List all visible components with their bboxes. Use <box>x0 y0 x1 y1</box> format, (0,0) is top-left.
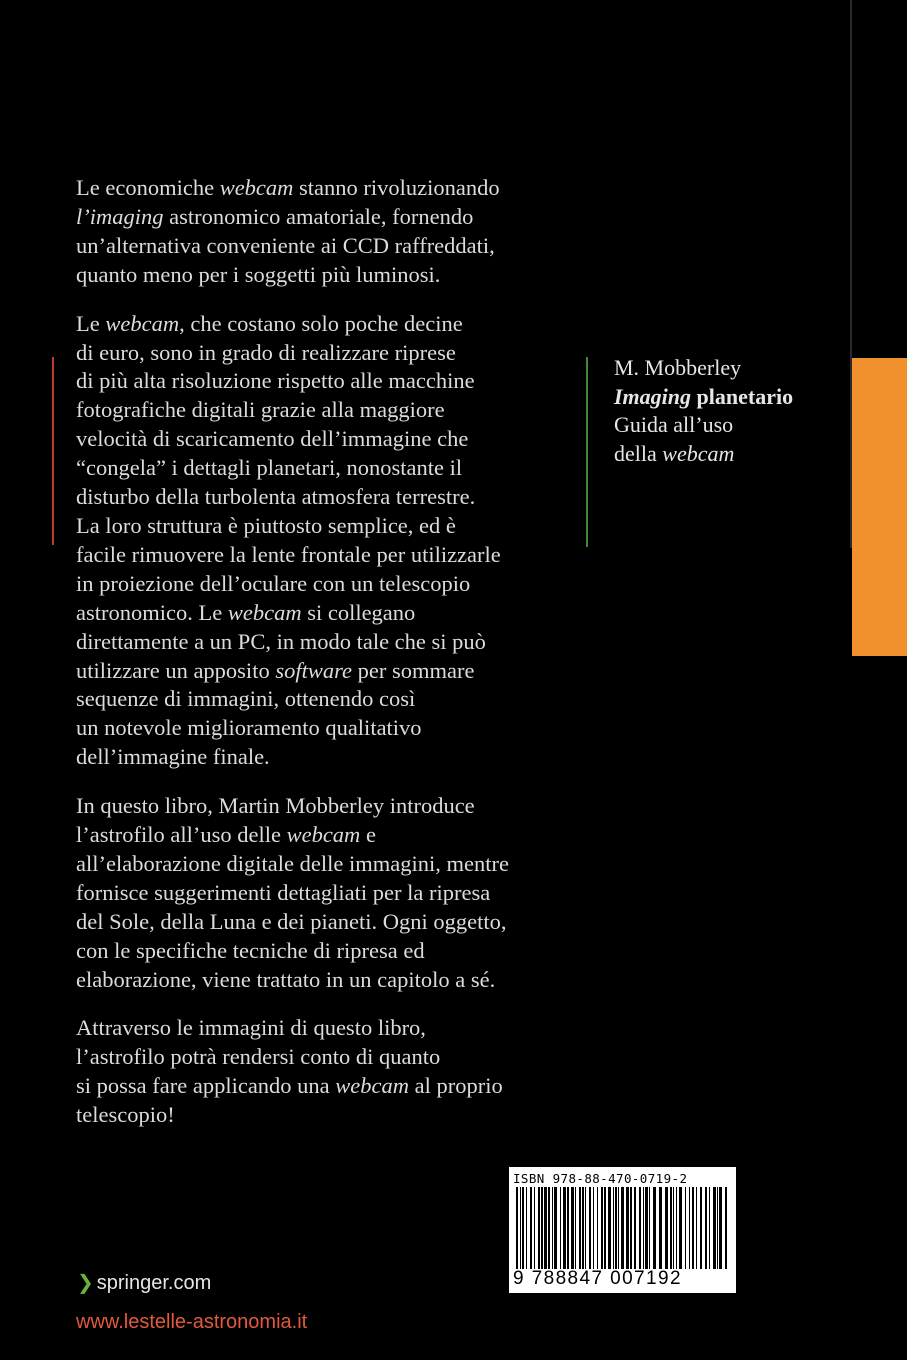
text-line <box>76 599 576 628</box>
barcode-bar <box>665 1187 668 1269</box>
barcode-bar <box>639 1187 641 1269</box>
barcode-bar <box>676 1187 677 1269</box>
paragraph-1 <box>76 174 576 290</box>
paragraph-4 <box>76 1014 576 1130</box>
barcode-digits: 9 788847 007192 <box>513 1268 682 1289</box>
barcode-bar <box>534 1187 535 1269</box>
text-span: della <box>614 440 663 466</box>
green-accent-bar <box>586 357 588 547</box>
italic-term: webcam <box>227 599 302 625</box>
italic-term: webcam <box>335 1073 410 1099</box>
text-line <box>76 821 576 850</box>
barcode-bar <box>560 1187 561 1269</box>
paragraph-3 <box>76 792 576 994</box>
barcode-bar <box>579 1187 581 1269</box>
barcode-bar <box>685 1187 686 1269</box>
barcode-bar <box>516 1187 518 1269</box>
text-line: facile rimuovere la lente frontale per utilizzarle <box>76 541 501 567</box>
text-line: di più alta risoluzione rispetto alle macchine <box>76 368 475 394</box>
text-span: stanno rivoluzionando <box>293 175 500 200</box>
text-line: del Sole, della Luna e dei pianeti. Ogni oggetto, <box>76 908 507 934</box>
text-line <box>76 174 576 203</box>
text-span: al proprio <box>409 1073 503 1099</box>
italic-term: webcam <box>219 175 294 200</box>
isbn-barcode <box>509 1167 736 1293</box>
text-line: fotografiche digitali grazie alla maggiore <box>76 397 445 423</box>
barcode-bar <box>604 1187 606 1269</box>
book-info-block <box>614 354 844 468</box>
barcode-bar <box>563 1187 566 1269</box>
text-line: all’elaborazione digitale delle immagini, mentre <box>76 850 509 876</box>
barcode-bar <box>548 1187 550 1269</box>
barcode-bar <box>621 1187 624 1269</box>
barcode-bar <box>719 1187 722 1269</box>
italic-term: software <box>275 657 353 683</box>
barcode-bar <box>673 1187 674 1269</box>
barcode-bar <box>696 1187 697 1269</box>
barcode-bar <box>608 1187 611 1269</box>
barcode-bar <box>659 1187 662 1269</box>
barcode-bar <box>520 1187 521 1269</box>
barcode-bar <box>700 1187 702 1269</box>
barcode-bar <box>613 1187 614 1269</box>
author-name: M. Mobberley <box>614 355 742 380</box>
title-italic: Imaging <box>614 383 692 409</box>
barcode-bar <box>649 1187 650 1269</box>
barcode-bar <box>689 1187 690 1269</box>
barcode-bar <box>567 1187 569 1269</box>
text-line: di euro, sono in grado di realizzare riprese <box>76 339 456 365</box>
barcode-bar <box>653 1187 656 1269</box>
text-span: si collegano <box>301 599 416 625</box>
text-line <box>76 657 576 686</box>
text-line: fornisce suggerimenti dettagliati per la ripresa <box>76 879 491 905</box>
barcode-bar <box>585 1187 586 1269</box>
text-line: disturbo della turbolenta atmosfera terrestre. <box>76 484 476 510</box>
text-line: quanto meno per i soggetti più luminosi. <box>76 261 441 287</box>
barcode-bar <box>645 1187 648 1269</box>
subtitle-line <box>614 440 844 469</box>
barcode-bar <box>643 1187 644 1269</box>
barcode-bar <box>589 1187 591 1269</box>
text-line: un’alternativa conveniente ai CCD raffreddati, <box>76 232 495 258</box>
text-span: , che costano solo poche decine <box>179 310 463 336</box>
text-span: astronomico. Le <box>76 599 228 625</box>
text-span: utilizzare un apposito <box>76 657 276 683</box>
text-line: velocità di scaricamento dell’immagine che <box>76 426 469 452</box>
barcode-bar <box>626 1187 629 1269</box>
text-span: per sommare <box>352 657 475 683</box>
text-line: dell’immagine finale. <box>76 744 270 770</box>
barcode-bar <box>618 1187 619 1269</box>
text-line <box>76 310 576 339</box>
barcode-bar <box>725 1187 727 1269</box>
chevron-right-icon: ❯ <box>77 1272 94 1294</box>
barcode-bar <box>630 1187 632 1269</box>
text-line: un notevole miglioramento qualitativo <box>76 715 422 741</box>
text-line: elaborazione, viene trattato in un capitolo a sé. <box>76 966 496 992</box>
text-line: Attraverso le immagini di questo libro, <box>76 1015 426 1041</box>
text-line: direttamente a un PC, in modo tale che si può <box>76 628 486 654</box>
springer-label: springer.com <box>96 1272 212 1294</box>
text-line: in proiezione dell’oculare con un telescopio <box>76 570 471 596</box>
text-line <box>76 1072 576 1101</box>
barcode-bar <box>522 1187 524 1269</box>
text-line <box>76 203 576 232</box>
text-span: Le <box>76 310 106 336</box>
paragraph-2 <box>76 310 576 773</box>
barcode-bar <box>544 1187 547 1269</box>
barcode-bar <box>582 1187 584 1269</box>
website-link[interactable]: www.lestelle-astronomia.it <box>76 1311 308 1333</box>
text-line: l’astrofilo potrà rendersi conto di quanto <box>76 1044 441 1070</box>
italic-term: webcam <box>662 440 735 466</box>
barcode-bar <box>538 1187 540 1269</box>
italic-term: l’imaging <box>76 203 164 229</box>
text-line: La loro struttura è piuttosto semplice, ed è <box>76 512 456 538</box>
text-span: si possa fare applicando una <box>76 1073 336 1099</box>
barcode-bar <box>692 1187 694 1269</box>
barcode-bar <box>713 1187 716 1269</box>
barcode-bar <box>575 1187 576 1269</box>
italic-term: webcam <box>105 310 180 336</box>
barcode-bar <box>709 1187 710 1269</box>
book-title <box>614 383 844 412</box>
barcode-bar <box>601 1187 603 1269</box>
text-span: astronomico amatoriale, fornendo <box>163 203 474 229</box>
barcode-bar <box>597 1187 598 1269</box>
subtitle-line: Guida all’uso <box>614 412 734 437</box>
barcode-bar <box>530 1187 532 1269</box>
title-rest: planetario <box>691 383 794 409</box>
barcode-bar <box>554 1187 557 1269</box>
barcode-bar <box>552 1187 553 1269</box>
text-line: In questo libro, Martin Mobberley introduce <box>76 793 475 819</box>
springer-link[interactable] <box>77 1270 211 1295</box>
text-line: con le specifiche tecniche di ripresa ed <box>76 937 425 963</box>
barcode-bar <box>634 1187 636 1269</box>
barcode-bar <box>615 1187 617 1269</box>
isbn-label: ISBN 978-88-470-0719-2 <box>513 1171 688 1186</box>
red-accent-bar <box>52 357 54 545</box>
text-line: “congela” i dettagli planetari, nonostante il <box>76 455 463 481</box>
barcode-bar <box>541 1187 543 1269</box>
barcode-bar <box>679 1187 682 1269</box>
text-span: e <box>360 822 376 848</box>
barcode-bar <box>670 1187 672 1269</box>
barcode-bar <box>705 1187 707 1269</box>
barcode-bar <box>526 1187 527 1269</box>
text-line: sequenze di immagini, ottenendo così <box>76 686 416 712</box>
barcode-bar <box>571 1187 574 1269</box>
text-line: telescopio! <box>76 1102 175 1128</box>
text-span: Le economiche <box>76 175 220 200</box>
barcode-bars-icon <box>516 1187 729 1269</box>
barcode-bar <box>593 1187 594 1269</box>
italic-term: webcam <box>286 822 361 848</box>
blurb-text <box>76 174 576 1150</box>
text-span: l’astrofilo all’uso delle <box>76 822 287 848</box>
orange-spine-tab <box>852 358 907 656</box>
barcode-bar <box>717 1187 718 1269</box>
